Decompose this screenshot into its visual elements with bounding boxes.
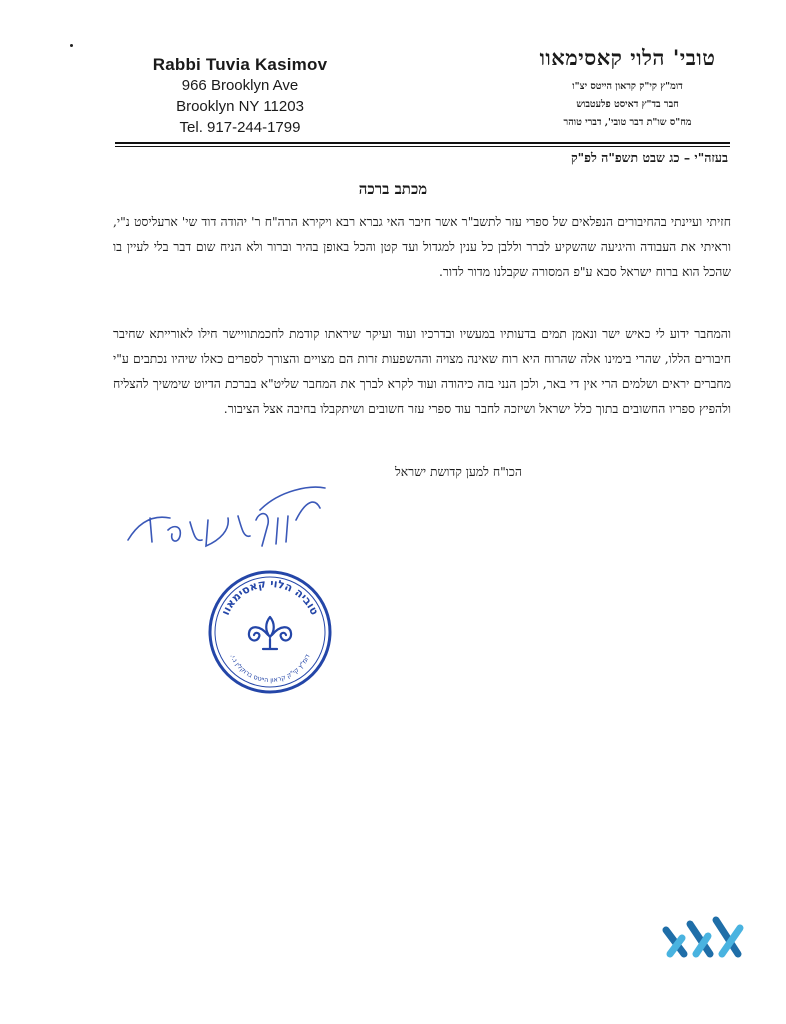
date-line: בעזה"י – כג שבט תשפ"ה לפ"ק bbox=[570, 150, 728, 165]
letterhead-rule-thick bbox=[115, 142, 730, 144]
closing-line: הכו"ח למען קדושת ישראל bbox=[395, 465, 522, 479]
hebrew-title-line-3: מח"ס שו"ת דבר טובי', דברי טוהר bbox=[563, 117, 692, 128]
letter-title: מכתב ברכה bbox=[358, 180, 428, 198]
svg-text:דומ"ץ קי"ק קראון הייטס ברוקלין bbox=[228, 652, 311, 684]
hebrew-title-line-2: חבר בד"ץ דאיסט פלעטבוש bbox=[576, 99, 679, 110]
hebrew-rabbi-name: טובי' הלוי קאסימאוו bbox=[539, 45, 716, 70]
paragraph-2: והמחבר ידוע לי כאיש ישר ונאמן תמים בדעותיו במעשיו ובדרכיו ועוד ועיקר שיראתו קודמת לחכמתוויישר חילו לאורייתא שחיבר חיבורים הללו, שהרי בימינו אלה שהרוח היא רוח שאינה מצויה וההשפעות זרות הם מצויים והצורך לספרים כאלו שיהיו נכתבים ע"י מחברים יראים ושלמים הרי אין די באר, ולכן הנני בזה כיהודה ועוד לקרא לברך את המחבר שליט"א בברכת הדיוט שימשיך להצליח ולהפיץ ספריו החשובים בתוך כלל ישראל ושיזכה לחבר עוד ספרי עזר חשובים ושיתקבלו בחיבה אצל הציבור. bbox=[113, 327, 731, 416]
hebrew-title-line-1: דומ"ץ קי"ק קראון הייטס יצ"ו bbox=[572, 81, 683, 92]
phone-number: Tel. 917-244-1799 bbox=[179, 119, 301, 136]
rabbinical-stamp bbox=[205, 567, 335, 697]
english-letterhead bbox=[150, 55, 330, 138]
paragraph-1: חזיתי ועיינתי בהחיבורים הנפלאים של ספרי עזר לתשב"ר אשר חיבר האי גברא רבא ויקירא הרה"ח ר' יהודה דוד שי' ארעליסט נ"י, וראיתי את העבודה והיגיעה שהשקיע לברר וללבן כל ענין למגדול ועד קטן והכל באופן בהיר וברור ולא הניח שום דבר בלי לעיין בו שהכל הוא ברוח ישראל סבא ע"פ המסורה שקבלנו מדור לדור. bbox=[113, 215, 731, 279]
hebrew-letterhead bbox=[520, 38, 735, 132]
letterhead-rule-thin bbox=[115, 146, 730, 147]
publisher-logo-icon bbox=[660, 910, 750, 965]
stamp-subtitle: דומ"ץ קי"ק קראון הייטס ברוקלין נ.י. bbox=[228, 652, 312, 685]
address-line-2: Brooklyn NY 11203 bbox=[176, 98, 304, 115]
address-line-1: 966 Brooklyn Ave bbox=[181, 77, 299, 94]
stamp-name: טוביה הלוי קאסימאוו bbox=[218, 576, 322, 618]
scan-dot bbox=[70, 44, 73, 47]
handwritten-signature bbox=[110, 480, 330, 580]
stamp-ornament bbox=[249, 617, 291, 649]
rabbi-name: Rabbi Tuvia Kasimov bbox=[152, 55, 328, 74]
